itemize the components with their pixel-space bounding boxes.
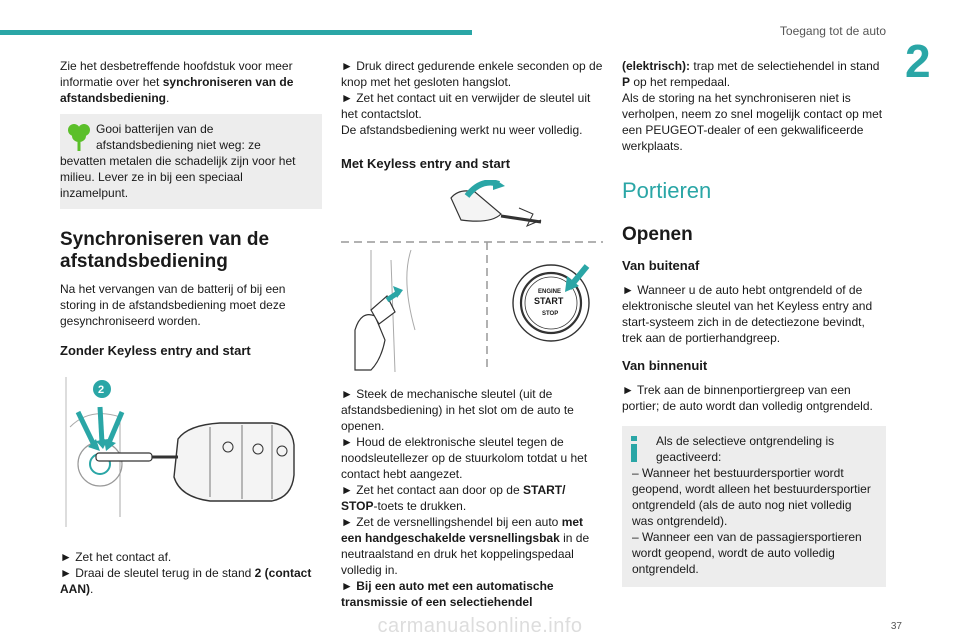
keyless-start-illustration	[341, 180, 603, 372]
start-label: START	[534, 296, 564, 306]
chapter-number: 2	[905, 35, 931, 87]
dealer-paragraph: Als de storing na het synchroniseren niet is verholpen, neem zo snel mogelijk contact op met een PEUGEOT-dealer of een gekwalificeerde werkplaats.	[622, 91, 883, 153]
sync-heading: Synchroniseren van de afstandsbediening	[60, 229, 270, 272]
from-inside-heading: Van binnenuit	[622, 358, 708, 373]
step-remove-key: ► Zet het contact uit en verwijder de sleutel uit het contactslot.	[341, 91, 591, 121]
sync-paragraph: Na het vervangen van de batterij of bij een storing in de afstandsbediening moet deze gesynchroniseerd worden.	[60, 282, 286, 328]
column-1	[60, 58, 322, 597]
opening-heading: Openen	[622, 224, 693, 245]
header-accent-bar	[0, 30, 472, 35]
from-outside-text: ► Wanneer u de auto hebt ontgrendeld of de elektronische sleutel van het Keyless entry and start-systeem zich in de detectiezone bevindt, trek aan de portierhandgreep.	[622, 283, 873, 345]
info-line-2: geactiveerd:	[656, 450, 722, 464]
leaf-icon	[67, 121, 91, 153]
with-keyless-heading: Met Keyless entry and start	[341, 156, 511, 171]
info-line-1: Als de selectieve ontgrendeling is	[656, 434, 835, 448]
step-automatic: ► Bij een auto met een automatische transmissie of een selectiehendel	[341, 579, 554, 609]
page-number: 37	[890, 621, 902, 632]
step-manual-gearbox: ► Zet de versnellingshendel bij een auto met een handgeschakelde versnellingsbak in de neutraalstand en druk het koppelingspedaal volledig in.	[341, 515, 590, 577]
step-turn-key: ► Draai de sleutel terug in de stand 2 (contact AAN).	[60, 566, 312, 596]
column-2	[341, 58, 603, 610]
step-press-lock: ► Druk direct gedurende enkele seconden op de knop met het gesloten hangslot.	[341, 59, 603, 89]
section-title: Toegang tot de auto	[779, 24, 886, 38]
environment-tip-box	[60, 114, 322, 209]
from-outside-heading: Van buitenaf	[622, 258, 700, 273]
doors-section-title: Portieren	[622, 178, 712, 203]
tip-line-1: Gooi batterijen van de	[96, 122, 214, 136]
without-keyless-heading: Zonder Keyless entry and start	[60, 343, 251, 358]
selector-paragraph: (elektrisch): trap met de selectiehendel in stand P op het rempedaal.	[622, 59, 880, 89]
step-mechanical-key: ► Steek de mechanische sleutel (uit de afstandsbediening) in het slot om de auto te openen.	[341, 387, 574, 433]
intro-paragraph: Zie het desbetreffende hoofdstuk voor meer informatie over het synchroniseren van de afstandsbediening.	[60, 59, 294, 105]
watermark: carmanualsonline.info	[377, 615, 583, 637]
info-passenger-door: – Wanneer een van de passagiersportieren wordt geopend, wordt de auto volledig ontgrendeld.	[632, 530, 862, 576]
key-ignition-illustration	[60, 367, 322, 537]
step-contact-off: ► Zet het contact af.	[60, 550, 172, 564]
tip-text: bevatten metalen die schadelijk zijn voor het milieu. Lever ze in bij een speciaal inzamelpunt.	[60, 154, 296, 200]
keyless-start-drawing	[341, 180, 603, 372]
selective-unlock-info-box	[622, 426, 886, 587]
remote-working-text: De afstandsbediening werkt nu weer volledig.	[341, 123, 583, 137]
step-start-stop: ► Zet het contact aan door op de START/ STOP-toets te drukken.	[341, 483, 566, 513]
engine-label: ENGINE	[538, 289, 562, 295]
step-badge: 2	[98, 384, 105, 396]
step-emergency-reader: ► Houd de elektronische sleutel tegen de noodsleutellezer op de stuurkolom totdat u het contact hebt aangezet.	[341, 435, 588, 481]
column-3	[622, 58, 886, 587]
stop-label: STOP	[542, 311, 559, 317]
from-inside-text: ► Trek aan de binnenportiergreep van een portier; de auto wordt dan volledig ontgrendeld.	[622, 383, 873, 413]
info-driver-door: – Wanneer het bestuurdersportier wordt geopend, wordt alleen het bestuurdersportier ontgrendeld (als de auto nog niet volledig was ontgrendeld).	[632, 466, 871, 528]
tip-line-2: afstandsbediening niet weg: ze	[96, 138, 261, 152]
info-icon	[630, 436, 638, 462]
